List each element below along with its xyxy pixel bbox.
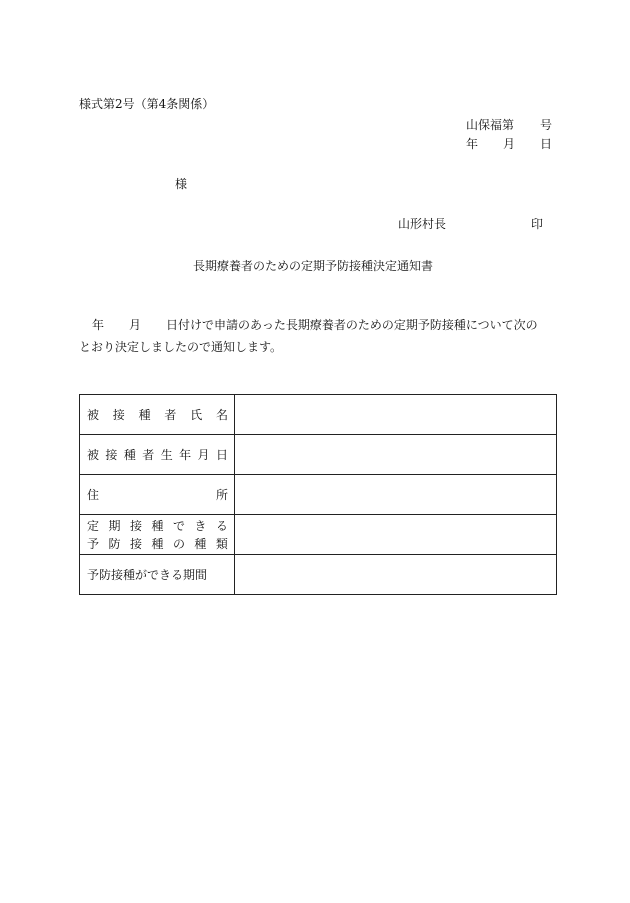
label-char: 類 <box>215 536 228 551</box>
label-vaccination-types <box>80 515 235 555</box>
issuer-seal: 印 <box>531 217 544 231</box>
label-char: 定 <box>87 518 100 533</box>
table-row <box>80 395 557 435</box>
label-char: る <box>215 518 228 533</box>
label-char: の <box>172 536 185 551</box>
applicant-info-table <box>79 394 557 595</box>
issuer-name: 山形村長 <box>398 217 447 231</box>
label-char: 種 <box>123 447 136 462</box>
table-row <box>80 555 557 595</box>
table-row <box>80 435 557 475</box>
label-recipient-birthdate <box>80 435 235 475</box>
label-char: 接 <box>105 447 118 462</box>
reference-suffix: 号 <box>540 118 553 132</box>
label-char: 予 <box>87 536 100 551</box>
label-char: 者 <box>164 407 177 422</box>
table-row <box>80 515 557 555</box>
body-year: 年 <box>92 318 105 332</box>
label-char: 接 <box>129 536 142 551</box>
label-char: 接 <box>129 518 142 533</box>
label-recipient-name <box>80 395 235 435</box>
label-vaccination-period <box>80 555 235 595</box>
label-char: 所 <box>215 487 228 502</box>
label-char: 日 <box>215 447 228 462</box>
body-line1-rest: 日付けで申請のあった長期療養者のための定期予防接種について次の <box>166 318 538 332</box>
label-address <box>80 475 235 515</box>
label-char: 種 <box>151 536 164 551</box>
label-char: 月 <box>197 447 210 462</box>
label-char: 種 <box>138 407 151 422</box>
label-char: 者 <box>142 447 155 462</box>
form-number: 様式第2号（第4条関係） <box>79 97 215 111</box>
recipient-suffix: 様 <box>175 177 188 191</box>
label-char: 被 <box>87 447 100 462</box>
label-char: 名 <box>215 407 228 422</box>
body-month: 月 <box>129 318 142 332</box>
label-char: 接 <box>112 407 125 422</box>
table-row <box>80 475 557 515</box>
label-char: 被 <box>87 407 100 422</box>
label-char: 期 <box>108 518 121 533</box>
label-char: 種 <box>151 518 164 533</box>
document-title: 長期療養者のための定期予防接種決定通知書 <box>193 259 434 273</box>
label-char: 防 <box>108 536 121 551</box>
value-vaccination-types[interactable] <box>235 515 557 555</box>
label-char: で <box>172 518 185 533</box>
label-char: 種 <box>194 536 207 551</box>
value-recipient-birthdate[interactable] <box>235 435 557 475</box>
body-line2: とおり決定しましたので通知します。 <box>79 340 283 354</box>
label-char: 住 <box>87 487 100 502</box>
label-text: 予防接種ができる期間 <box>87 568 208 582</box>
label-char: き <box>194 518 207 533</box>
value-recipient-name[interactable] <box>235 395 557 435</box>
label-char: 生 <box>160 447 173 462</box>
date-month: 月 <box>503 137 516 151</box>
reference-prefix: 山保福第 <box>466 118 515 132</box>
label-char: 年 <box>179 447 192 462</box>
date-day: 日 <box>540 137 553 151</box>
date-year: 年 <box>466 137 479 151</box>
value-vaccination-period[interactable] <box>235 555 557 595</box>
value-address[interactable] <box>235 475 557 515</box>
label-char: 氏 <box>190 407 203 422</box>
